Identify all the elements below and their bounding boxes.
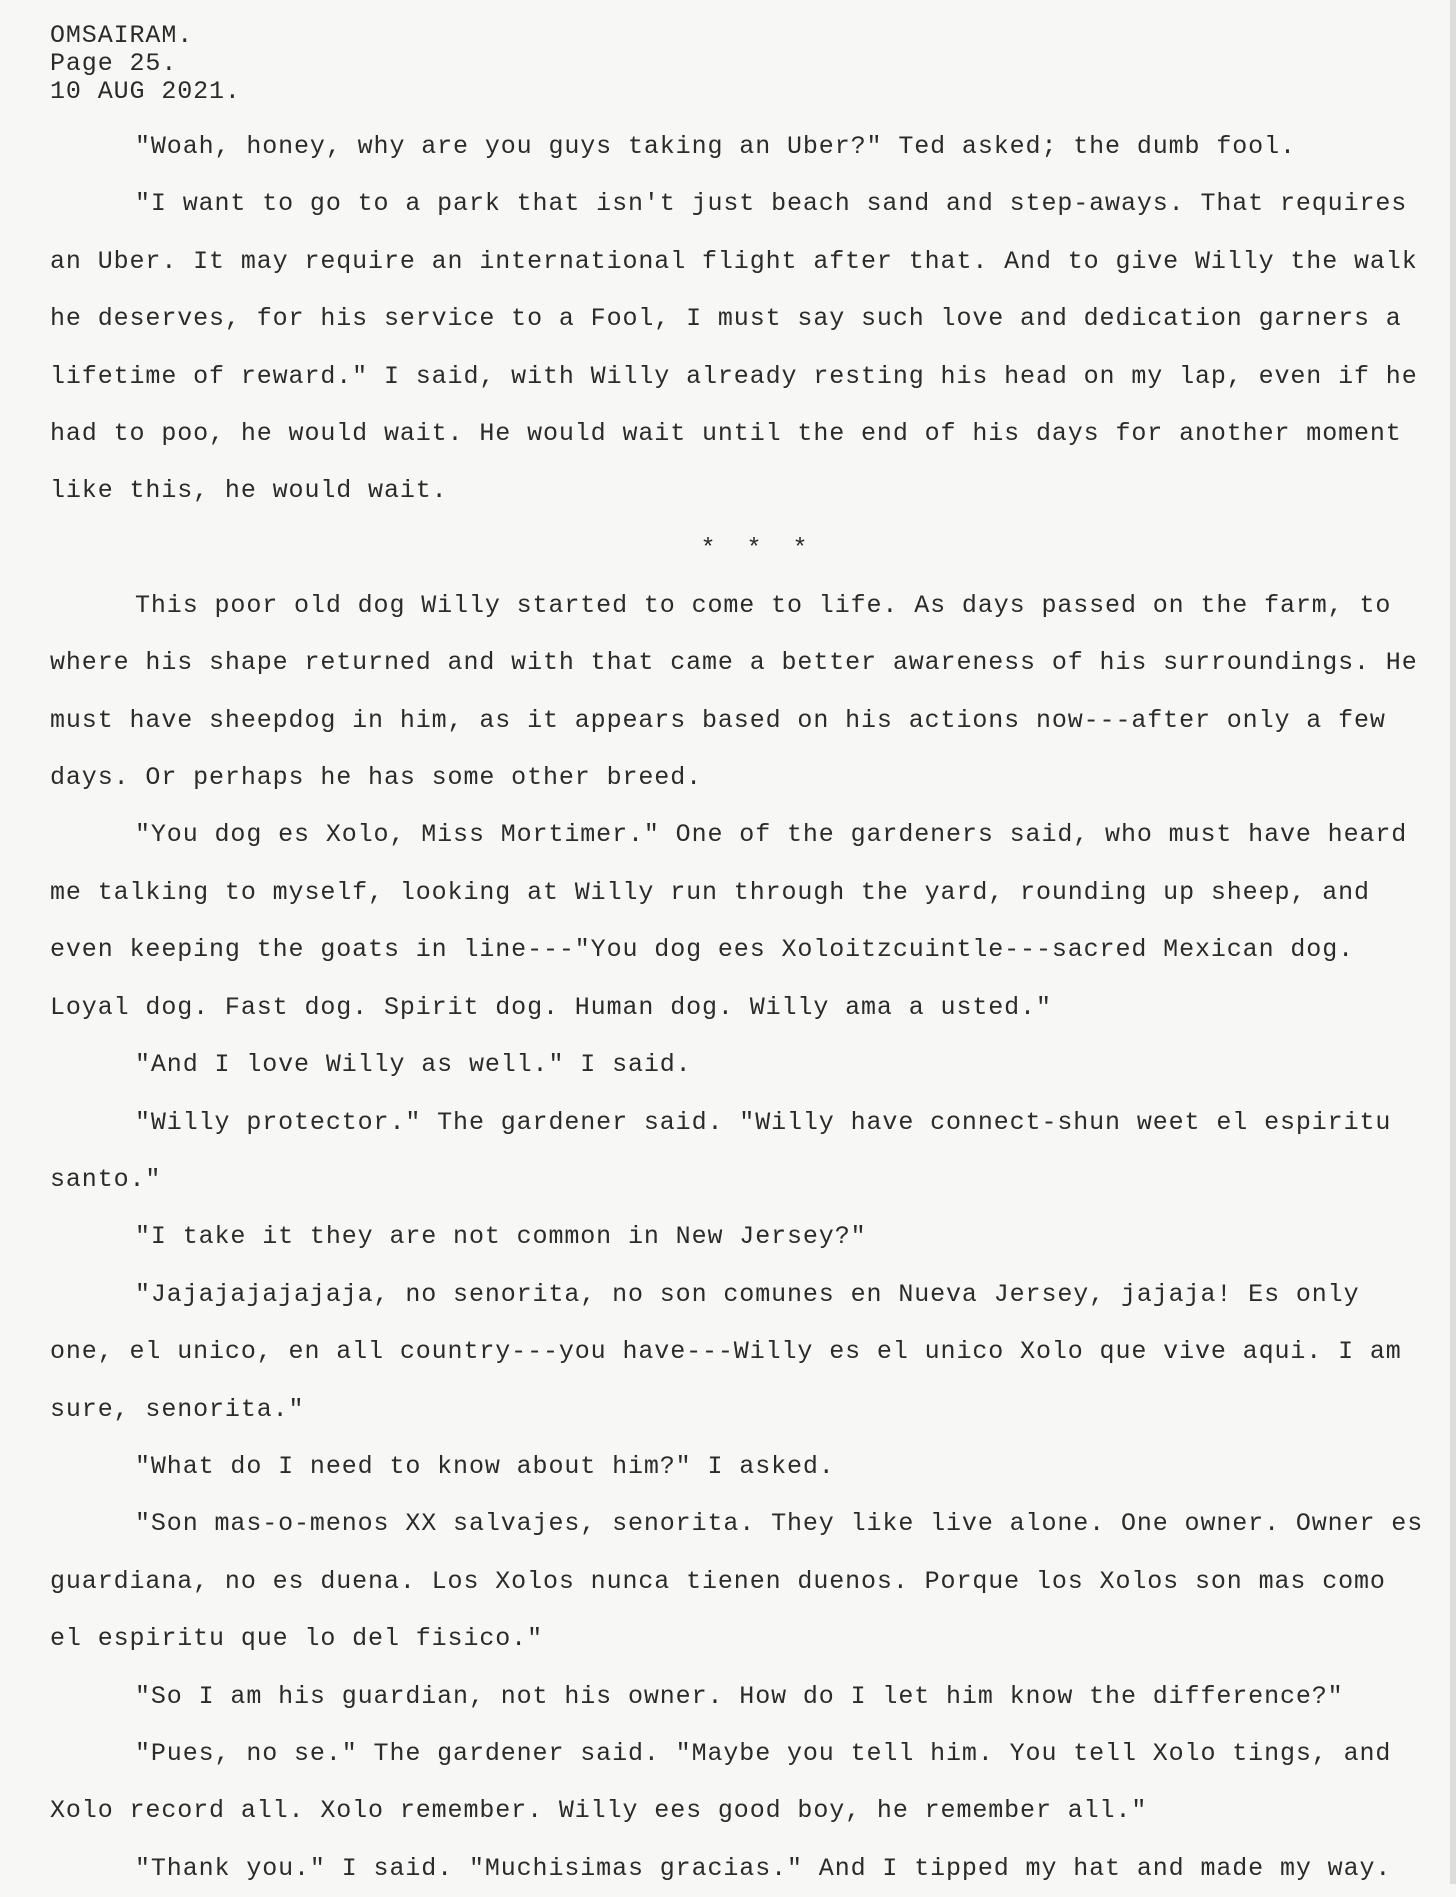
paragraph: "Woah, honey, why are you guys taking an Uber?" Ted asked; the dumb fool. xyxy=(135,132,1296,161)
paragraph: "Willy protector." The gardener said. "Willy have connect-shun weet el espiritu santo." xyxy=(50,1107,1392,1194)
paragraph: "Pues, no se." The gardener said. "Maybe you tell him. You tell Xolo tings, and Xolo record all. Xolo remember. Willy ees good boy, he remember all." xyxy=(50,1738,1392,1826)
paragraph: "So I am his guardian, not his owner. How do I let him know the difference?" xyxy=(135,1681,1344,1711)
header-line-page-number: Page 25. xyxy=(50,49,178,78)
paragraph: "What do I need to know about him?" I asked. xyxy=(135,1451,835,1481)
paragraph: "You dog es Xolo, Miss Mortimer." One of the gardeners said, who must have heard me talking to myself, looking at Willy run through the yard, rounding up sheep, and even keeping the goats in line---"You dog ees Xoloitzcuintle---sacred Mexican dog. Loyal dog. Fast dog. Spirit dog. Human dog. Willy ama a usted." xyxy=(50,820,1408,1022)
page-edge xyxy=(1450,0,1456,1884)
paragraph: "I take it they are not common in New Jersey?" xyxy=(135,1222,867,1252)
header-line-date: 10 AUG 2021. xyxy=(50,77,241,106)
paragraph: "Thank you." I said. "Muchisimas gracias." And I tipped my hat and made my way. xyxy=(135,1853,1392,1883)
paragraph: "Son mas-o-menos XX salvajes, senorita. They like live alone. One owner. Owner es guardiana, no es duena. Los Xolos nunca tienen duenos. Porque los Xolos son mas como el espiritu que lo del fisico." xyxy=(50,1509,1424,1654)
page-header xyxy=(50,22,1426,106)
paragraph: "Jajajajajajaja, no senorita, no son comunes en Nueva Jersey, jajaja! Es only one, el unico, en all country---you have---Willy es el unico Xolo que vive aqui. I am sure, senorita." xyxy=(50,1279,1402,1424)
header-line-omsairam: OMSAIRAM. xyxy=(50,21,194,50)
story-text xyxy=(50,118,1426,1897)
paragraph: "I want to go to a park that isn't just beach sand and step-aways. That requires an Uber. It may require an international flight after that. And to give Willy the walk he deserves, for his service to a Fool, I must say such love and dedication garners a lifetime of reward." I said, with Willy already resting his head on my lap, even if he had to poo, he would wait. He would wait until the end of his days for another moment like this, he would wait. xyxy=(50,189,1418,506)
section-separator: * * * xyxy=(700,533,816,563)
paragraph: This poor old dog Willy started to come to life. As days passed on the farm, to where his shape returned and with that came a better awareness of his surroundings. He must have sheepdog in him, as it appears based on his actions now---after only a few days. Or perhaps he has some other breed. xyxy=(50,590,1418,793)
paragraph: "And I love Willy as well." I said. xyxy=(135,1050,692,1080)
